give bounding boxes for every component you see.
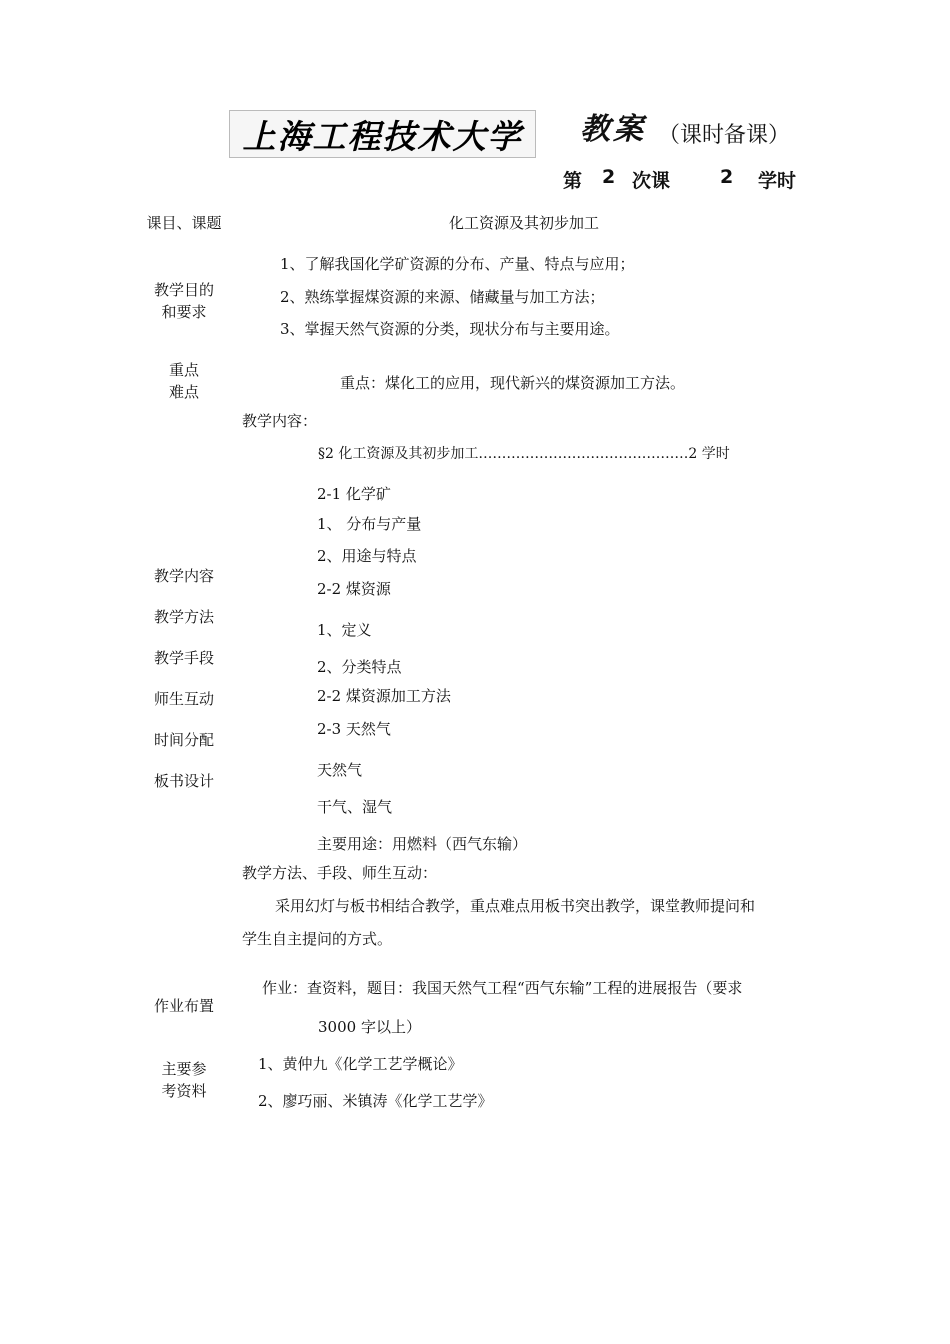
- reference-item: 2、廖巧丽、米镇涛《化学工艺学》: [258, 1092, 493, 1110]
- content-label: 教学方法: [153, 608, 214, 626]
- homework-line: 作业：查资料，题目：我国天然气工程“西气东输”工程的进展报告（要求: [262, 979, 743, 997]
- content-line: 天然气: [317, 761, 363, 779]
- content-line: 主要用途：用燃料（西气东输）: [317, 835, 528, 853]
- session-number: 2: [602, 166, 616, 188]
- objectives-label-line: 和要求: [161, 303, 207, 321]
- content-line: 干气、湿气: [317, 798, 393, 816]
- content-label: 时间分配: [153, 731, 214, 749]
- content-label: 教学手段: [153, 649, 214, 667]
- content-line: 2-2 煤资源加工方法: [317, 687, 451, 705]
- objective-item: 2、熟练掌握煤资源的来源、储藏量与加工方法；: [280, 288, 605, 306]
- reference-item: 1、黄仲九《化学工艺学概论》: [258, 1055, 463, 1073]
- objective-item: 3、掌握天然气资源的分类，现状分布与主要用途。: [280, 320, 620, 338]
- key-points-label-line: 难点: [168, 383, 199, 401]
- methods-line: 学生自主提问的方式。: [242, 930, 393, 948]
- homework-label: 作业布置: [153, 997, 214, 1015]
- content-label: 教学内容: [153, 567, 214, 585]
- references-label-line: 考资料: [161, 1082, 207, 1100]
- content-label: 板书设计: [153, 772, 214, 790]
- objectives-label-line: 教学目的: [153, 281, 214, 299]
- references-label-line: 主要参: [161, 1060, 207, 1078]
- subject-value: 化工资源及其初步加工: [449, 214, 600, 232]
- content-line: 2、用途与特点: [317, 547, 417, 565]
- key-points-label-line: 重点: [168, 361, 199, 379]
- homework-line: 3000 字以上）: [318, 1018, 421, 1036]
- session-xueshi: 学时: [758, 170, 797, 192]
- section-title: §2 化工资源及其初步加工………………………………………2 学时: [318, 446, 730, 462]
- session-di: 第: [563, 170, 583, 192]
- methods-heading: 教学方法、手段、师生互动：: [242, 864, 438, 882]
- key-points-label: [124, 359, 244, 403]
- session-hours: 2: [720, 166, 734, 188]
- key-points-value: 重点：煤化工的应用，现代新兴的煤资源加工方法。: [340, 374, 686, 392]
- content-line: 2、分类特点: [317, 658, 402, 676]
- content-line: 2-1 化学矿: [317, 485, 391, 503]
- methods-line: 采用幻灯与板书相结合教学，重点难点用板书突出教学，课堂教师提问和: [275, 897, 756, 915]
- doc-type-title: 教案: [580, 112, 646, 147]
- content-label: 师生互动: [153, 690, 214, 708]
- content-heading: 教学内容：: [242, 412, 318, 430]
- university-logo: 上海工程技术大学: [229, 110, 536, 158]
- references-label: [124, 1058, 244, 1102]
- doc-subtype: （课时备课）: [658, 123, 791, 148]
- content-line: 2-2 煤资源: [317, 580, 391, 598]
- objective-item: 1、了解我国化学矿资源的分布、产量、特点与应用；: [280, 255, 635, 273]
- subject-label: 课目、课题: [146, 214, 222, 232]
- session-cike: 次课: [632, 170, 671, 192]
- content-line: 1、定义: [317, 621, 372, 639]
- content-line: 1、 分布与产量: [317, 515, 422, 533]
- objectives-label: [124, 279, 244, 323]
- content-line: 2-3 天然气: [317, 720, 391, 738]
